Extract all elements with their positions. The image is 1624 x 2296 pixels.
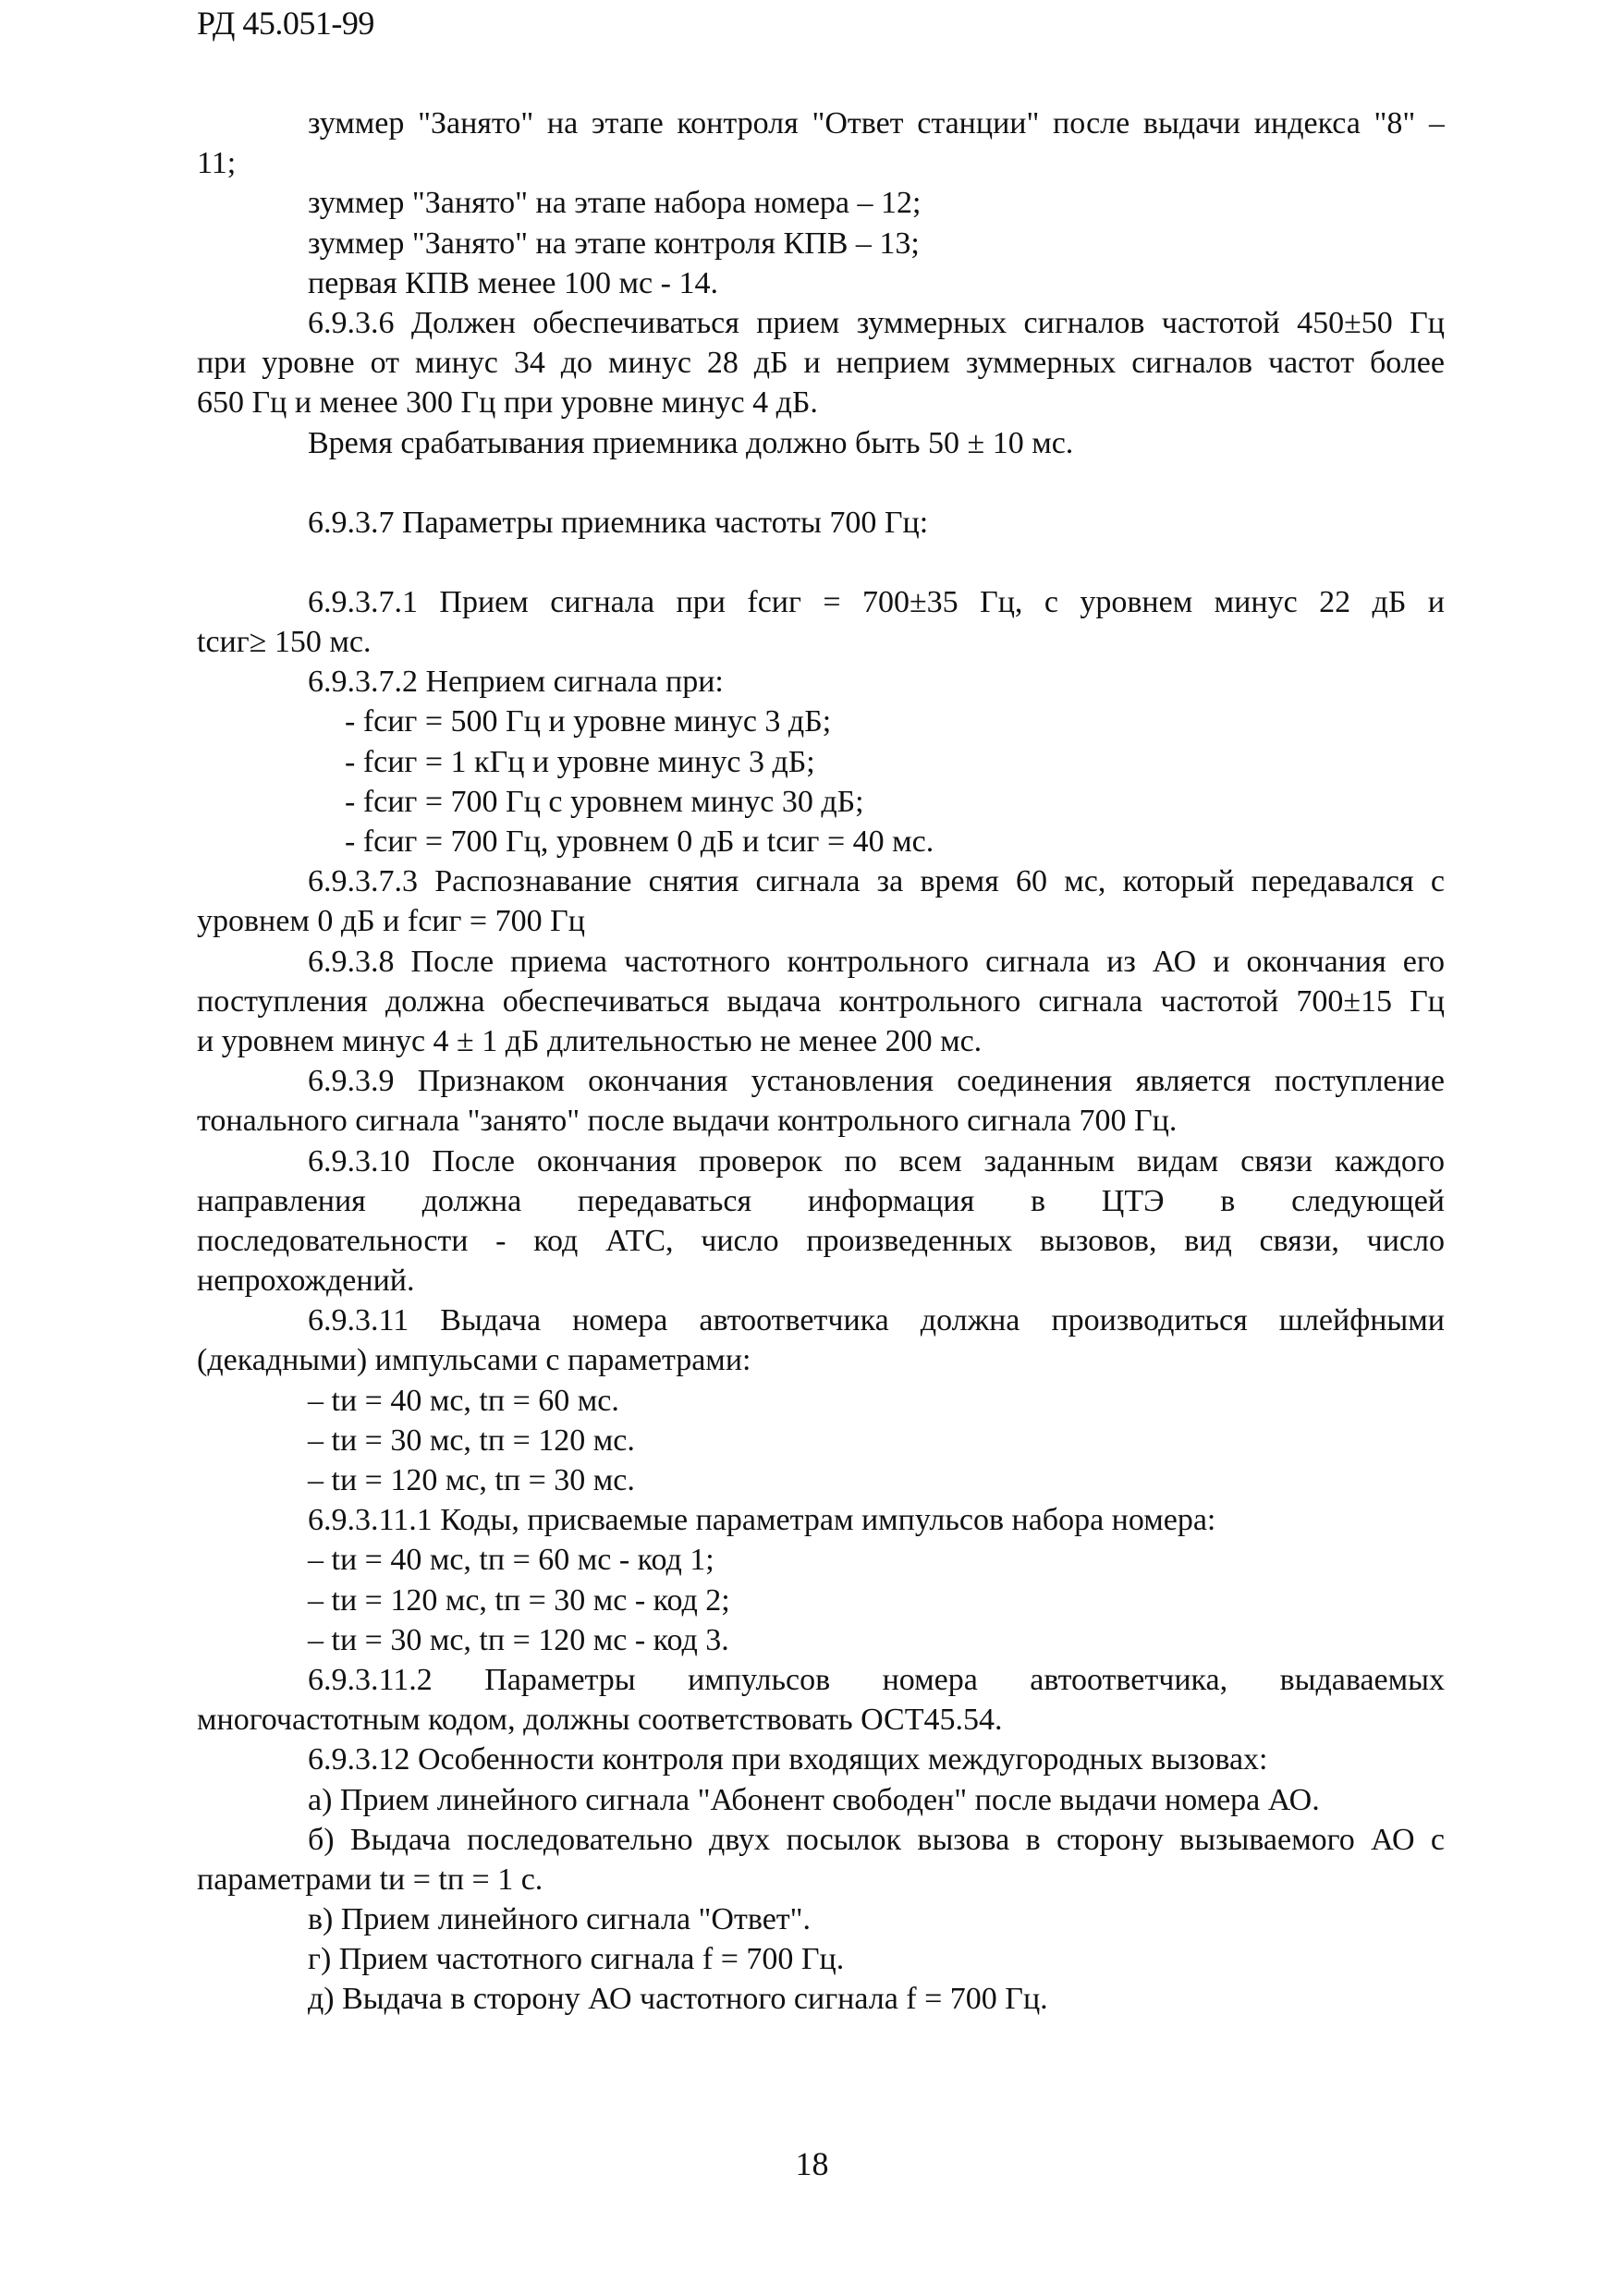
text-line: параметрами tи = tп = 1 с. bbox=[197, 1862, 543, 1897]
text-line: – tи = 30 мс, tп = 120 мс. bbox=[308, 1423, 635, 1458]
text-line: - fсиг = 700 Гц с уровнем минус 30 дБ; bbox=[345, 784, 864, 819]
text-line: – tи = 40 мс, tп = 60 мс. bbox=[308, 1383, 619, 1418]
text-line: 6.9.3.12 Особенности контроля при входящих междугородных вызовах: bbox=[308, 1742, 1268, 1777]
text-line: – tи = 120 мс, tп = 30 мс. bbox=[308, 1463, 635, 1497]
text-line: 6.9.3.7.1 Прием сигнала при fсиг = 700±35 Гц, с уровнем минус 22 дБ и bbox=[308, 584, 1445, 619]
text-line: и уровнем минус 4 ± 1 дБ длительностью не менее 200 мс. bbox=[197, 1023, 983, 1058]
text-line: 6.9.3.6 Должен обеспечиваться прием зуммерных сигналов частотой 450±50 Гц bbox=[308, 305, 1445, 340]
text-line: тонального сигнала "занято" после выдачи контрольного сигнала 700 Гц. bbox=[197, 1104, 1178, 1139]
text-line: 6.9.3.7.3 Распознавание снятия сигнала за время 60 мс, который передавался с bbox=[308, 864, 1445, 899]
text-line: зуммер "Занято" на этапе контроля КПВ – 13; bbox=[308, 226, 920, 261]
text-line: 6.9.3.11.2 Параметры импульсов номера автоответчика, выдаваемых bbox=[308, 1662, 1445, 1697]
text-line: 6.9.3.11.1 Коды, присваемые параметрам импульсов набора номера: bbox=[308, 1503, 1216, 1538]
text-line: 650 Гц и менее 300 Гц при уровне минус 4 дБ. bbox=[197, 385, 818, 421]
text-line: г) Прием частотного сигнала f = 700 Гц. bbox=[308, 1942, 845, 1977]
blank-line bbox=[197, 463, 1445, 503]
text-line: - fсиг = 1 кГц и уровне минус 3 дБ; bbox=[345, 744, 815, 779]
text-line: - fсиг = 700 Гц, уровнем 0 дБ и tсиг = 40 мс. bbox=[345, 824, 934, 859]
text-line: – tи = 120 мс, tп = 30 мс - код 2; bbox=[308, 1582, 730, 1618]
text-line: 6.9.3.11 Выдача номера автоответчика должна производиться шлейфными bbox=[308, 1303, 1445, 1338]
text-line: при уровне от минус 34 до минус 28 дБ и неприем зуммерных сигналов частот более bbox=[197, 346, 1445, 381]
document-code: РД 45.051-99 bbox=[197, 5, 374, 42]
text-line: зуммер "Занято" на этапе набора номера – 12; bbox=[308, 186, 922, 221]
text-line: первая КПВ менее 100 мс - 14. bbox=[308, 265, 718, 300]
page-number: 18 bbox=[795, 2145, 829, 2182]
text-line: поступления должна обеспечиваться выдача контрольного сигнала частотой 700±15 Гц bbox=[197, 983, 1445, 1019]
text-line: 11; bbox=[197, 146, 237, 181]
text-line: 6.9.3.7 Параметры приемника частоты 700 Гц: bbox=[308, 505, 929, 540]
document-body bbox=[197, 104, 1445, 2020]
text-line: направления должна передаваться информация в ЦТЭ в следующей bbox=[197, 1183, 1445, 1218]
text-line: 6.9.3.10 После окончания проверок по всем заданным видам связи каждого bbox=[308, 1143, 1445, 1179]
text-line: 6.9.3.9 Признаком окончания установления соединения является поступление bbox=[308, 1064, 1445, 1099]
text-line: а) Прием линейного сигнала "Абонент свободен" после выдачи номера АО. bbox=[308, 1782, 1320, 1817]
text-line: – tи = 30 мс, tп = 120 мс - код 3. bbox=[308, 1622, 729, 1657]
text-line: уровнем 0 дБ и fсиг = 700 Гц bbox=[197, 904, 585, 939]
text-line: 6.9.3.7.2 Неприем сигнала при: bbox=[308, 665, 724, 700]
text-line: tсиг≥ 150 мс. bbox=[197, 625, 372, 660]
text-line: – tи = 40 мс, tп = 60 мс - код 1; bbox=[308, 1543, 714, 1578]
blank-line bbox=[197, 543, 1445, 582]
text-line: д) Выдача в сторону АО частотного сигнала f = 700 Гц. bbox=[308, 1982, 1048, 2017]
text-line: зуммер "Занято" на этапе контроля "Ответ станции" после выдачи индекса "8" – bbox=[308, 106, 1445, 140]
text-line: последовательности - код АТС, число произведенных вызовов, вид связи, число bbox=[197, 1223, 1445, 1258]
text-line: Время срабатывания приемника должно быть 50 ± 10 мс. bbox=[308, 425, 1074, 460]
text-line: в) Прием линейного сигнала "Ответ". bbox=[308, 1902, 812, 1937]
text-line: б) Выдача последовательно двух посылок вызова в сторону вызываемого АО с bbox=[308, 1822, 1445, 1857]
text-line: непрохождений. bbox=[197, 1264, 415, 1299]
text-line: многочастотным кодом, должны соответствовать ОСТ45.54. bbox=[197, 1703, 1003, 1738]
text-line: - fсиг = 500 Гц и уровне минус 3 дБ; bbox=[345, 704, 832, 739]
text-line: (декадными) импульсами с параметрами: bbox=[197, 1343, 751, 1378]
text-line: 6.9.3.8 После приема частотного контрольного сигнала из АО и окончания его bbox=[308, 944, 1445, 979]
